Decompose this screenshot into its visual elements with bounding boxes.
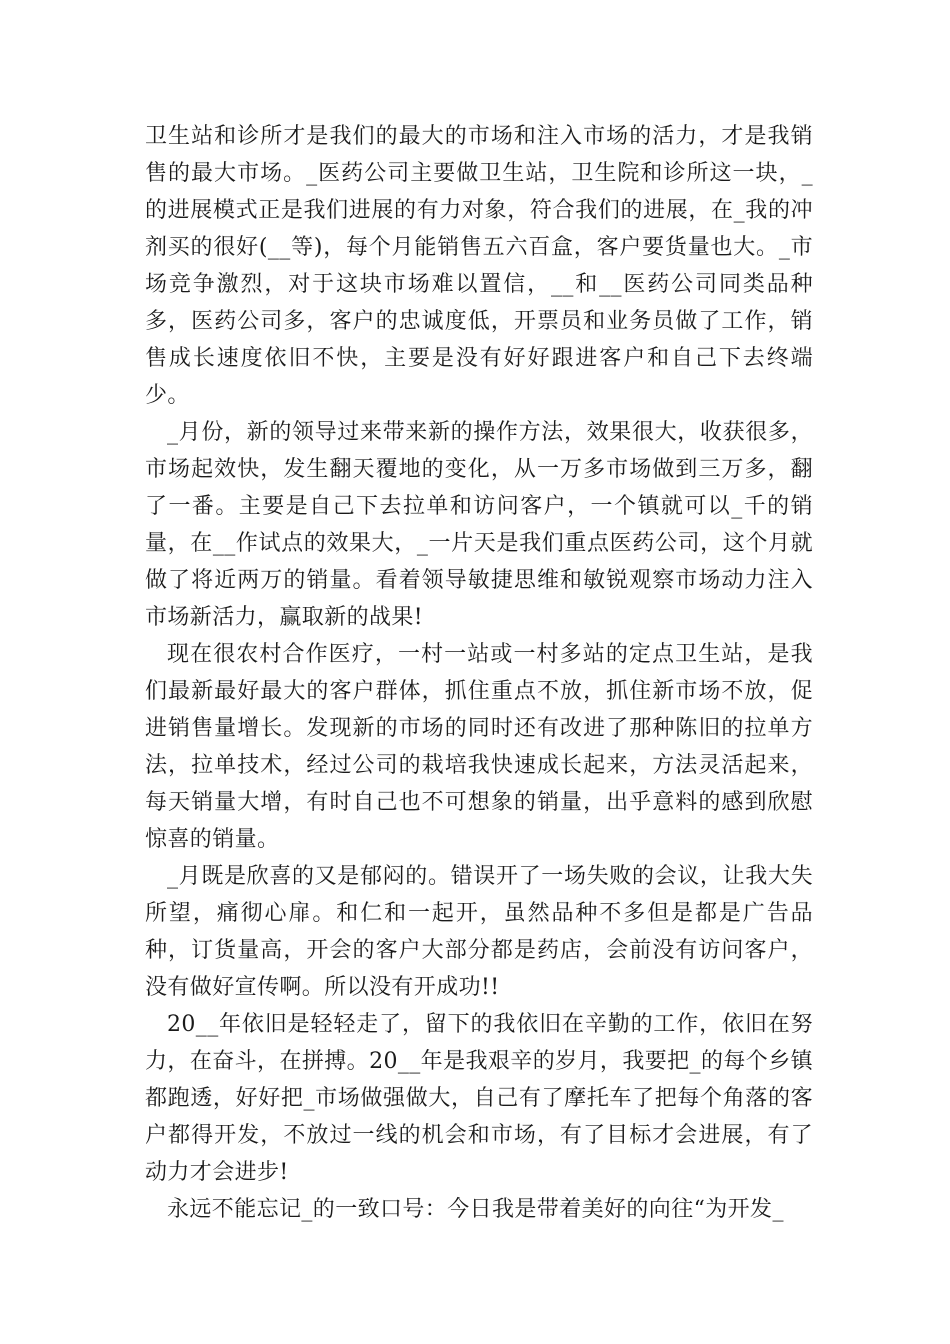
paragraph-2: _月份，新的领导过来带来新的操作方法，效果很大，收获很多，市场起效快，发生翻天覆地的变化，从一万多市场做到三万多，翻了一番。主要是自己下去拉单和访问客户，一个镇就可以_千的销量，在__作试点的效果大，_一片天是我们重点医药公司，这个月就做了将近两万的销量。看着领导敏捷思维和敏锐观察市场动力注入市场新活力，赢取新的战果! (145, 420, 813, 630)
paragraph-3: 现在很农村合作医疗，一村一站或一村多站的定点卫生站，是我们最新最好最大的客户群体，抓住重点不放，抓住新市场不放，促进销售量增长。发现新的市场的同时还有改进了那种陈旧的拉单方法，拉单技术，经过公司的栽培我快速成长起来，方法灵活起来，每天销量大增，有时自己也不可想象的销量，出乎意料的感到欣慰惊喜的销量。 (145, 642, 813, 852)
paragraph-5: 20__年依旧是轻轻走了，留下的我依旧在辛勤的工作，依旧在努力，在奋斗，在拼搏。20__年是我艰辛的岁月，我要把_的每个乡镇都跑透，好好把_市场做强做大，自己有了摩托车了把每个角落的客户都得开发，不放过一线的机会和市场，有了目标才会进展，有了动力才会进步! (145, 1012, 813, 1185)
paragraph-1: 卫生站和诊所才是我们的最大的市场和注入市场的活力，才是我销售的最大市场。_医药公司主要做卫生站，卫生院和诊所这一块，_的进展模式正是我们进展的有力对象，符合我们的进展，在_我的冲剂买的很好(__等)，每个月能销售五六百盒，客户要货量也大。_市场竞争激烈，对于这块市场难以置信，__和__医药公司同类品种多，医药公司多，客户的忠诚度低，开票员和业务员做了工作，销售成长速度依旧不快，主要是没有好好跟进客户和自己下去终端少。 (145, 124, 813, 408)
paragraph-6: 永远不能忘记_的一致口号：今日我是带着美好的向往“为开发_ (167, 1197, 784, 1222)
paragraph-4: _月既是欣喜的又是郁闷的。错误开了一场失败的会议，让我大失所望，痛彻心扉。和仁和一起开，虽然品种不多但是都是广告品种，订货量高，开会的客户大部分都是药店，会前没有访问客户，没有做好宣传啊。所以没有开成功!! (145, 864, 813, 1000)
document-body (145, 118, 813, 1228)
